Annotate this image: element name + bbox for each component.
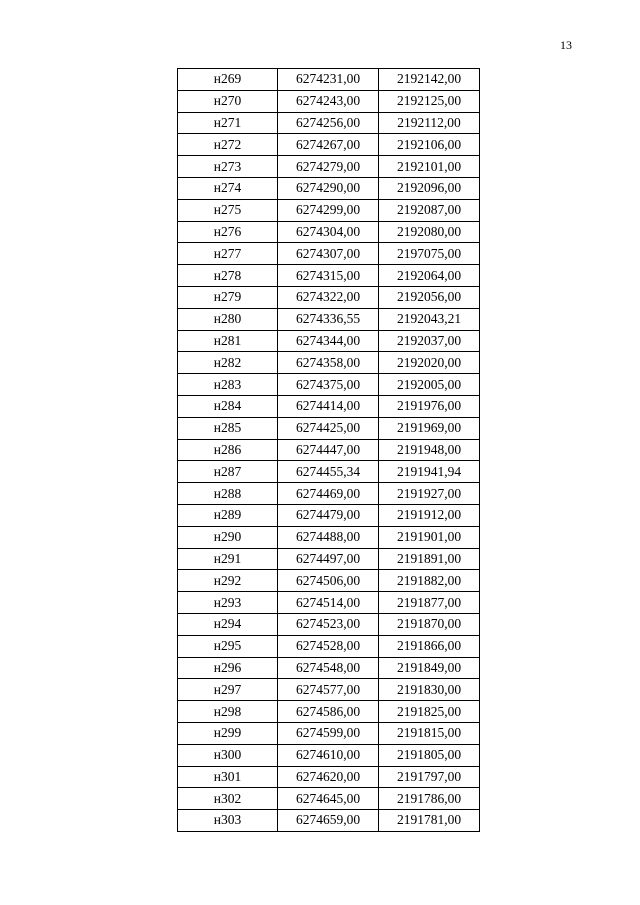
table-row <box>178 265 480 287</box>
table-row <box>178 177 480 199</box>
table-row <box>178 766 480 788</box>
x-coordinate-cell: 6274290,00 <box>278 177 379 199</box>
y-coordinate-cell: 2191815,00 <box>379 722 480 744</box>
point-id-cell: н293 <box>178 592 278 614</box>
y-coordinate-cell: 2191882,00 <box>379 570 480 592</box>
table-row <box>178 308 480 330</box>
table-row <box>178 679 480 701</box>
point-id-cell: н299 <box>178 722 278 744</box>
table-row <box>178 570 480 592</box>
table-row <box>178 352 480 374</box>
y-coordinate-cell: 2192096,00 <box>379 177 480 199</box>
point-id-cell: н280 <box>178 308 278 330</box>
table-row <box>178 744 480 766</box>
y-coordinate-cell: 2192043,21 <box>379 308 480 330</box>
y-coordinate-cell: 2192005,00 <box>379 374 480 396</box>
y-coordinate-cell: 2191781,00 <box>379 810 480 832</box>
point-id-cell: н298 <box>178 701 278 723</box>
point-id-cell: н273 <box>178 156 278 178</box>
table-row <box>178 134 480 156</box>
table-row <box>178 635 480 657</box>
x-coordinate-cell: 6274243,00 <box>278 90 379 112</box>
x-coordinate-cell: 6274414,00 <box>278 395 379 417</box>
point-id-cell: н278 <box>178 265 278 287</box>
table-row <box>178 810 480 832</box>
y-coordinate-cell: 2191941,94 <box>379 461 480 483</box>
y-coordinate-cell: 2191901,00 <box>379 526 480 548</box>
y-coordinate-cell: 2191969,00 <box>379 417 480 439</box>
point-id-cell: н295 <box>178 635 278 657</box>
point-id-cell: н281 <box>178 330 278 352</box>
point-id-cell: н289 <box>178 504 278 526</box>
point-id-cell: н294 <box>178 613 278 635</box>
table-row <box>178 90 480 112</box>
table-row <box>178 221 480 243</box>
x-coordinate-cell: 6274577,00 <box>278 679 379 701</box>
page-number: 13 <box>560 38 572 52</box>
table-row <box>178 112 480 134</box>
y-coordinate-cell: 2191927,00 <box>379 483 480 505</box>
table-row <box>178 788 480 810</box>
y-coordinate-cell: 2191825,00 <box>379 701 480 723</box>
x-coordinate-cell: 6274497,00 <box>278 548 379 570</box>
point-id-cell: н301 <box>178 766 278 788</box>
y-coordinate-cell: 2191797,00 <box>379 766 480 788</box>
point-id-cell: н279 <box>178 286 278 308</box>
y-coordinate-cell: 2191948,00 <box>379 439 480 461</box>
table-row <box>178 69 480 91</box>
table-row <box>178 592 480 614</box>
point-id-cell: н291 <box>178 548 278 570</box>
x-coordinate-cell: 6274599,00 <box>278 722 379 744</box>
table-row <box>178 701 480 723</box>
y-coordinate-cell: 2191870,00 <box>379 613 480 635</box>
table-row <box>178 548 480 570</box>
x-coordinate-cell: 6274610,00 <box>278 744 379 766</box>
x-coordinate-cell: 6274620,00 <box>278 766 379 788</box>
y-coordinate-cell: 2192142,00 <box>379 69 480 91</box>
point-id-cell: н286 <box>178 439 278 461</box>
x-coordinate-cell: 6274304,00 <box>278 221 379 243</box>
x-coordinate-cell: 6274375,00 <box>278 374 379 396</box>
y-coordinate-cell: 2192106,00 <box>379 134 480 156</box>
table-row <box>178 722 480 744</box>
x-coordinate-cell: 6274322,00 <box>278 286 379 308</box>
x-coordinate-cell: 6274479,00 <box>278 504 379 526</box>
y-coordinate-cell: 2192125,00 <box>379 90 480 112</box>
point-id-cell: н270 <box>178 90 278 112</box>
table-row <box>178 526 480 548</box>
x-coordinate-cell: 6274506,00 <box>278 570 379 592</box>
y-coordinate-cell: 2191830,00 <box>379 679 480 701</box>
point-id-cell: н290 <box>178 526 278 548</box>
y-coordinate-cell: 2191912,00 <box>379 504 480 526</box>
x-coordinate-cell: 6274514,00 <box>278 592 379 614</box>
x-coordinate-cell: 6274256,00 <box>278 112 379 134</box>
x-coordinate-cell: 6274267,00 <box>278 134 379 156</box>
point-id-cell: н292 <box>178 570 278 592</box>
table-row <box>178 613 480 635</box>
x-coordinate-cell: 6274279,00 <box>278 156 379 178</box>
x-coordinate-cell: 6274586,00 <box>278 701 379 723</box>
y-coordinate-cell: 2192101,00 <box>379 156 480 178</box>
y-coordinate-cell: 2192112,00 <box>379 112 480 134</box>
point-id-cell: н288 <box>178 483 278 505</box>
x-coordinate-cell: 6274425,00 <box>278 417 379 439</box>
point-id-cell: н277 <box>178 243 278 265</box>
y-coordinate-cell: 2191849,00 <box>379 657 480 679</box>
table-row <box>178 286 480 308</box>
x-coordinate-cell: 6274528,00 <box>278 635 379 657</box>
x-coordinate-cell: 6274548,00 <box>278 657 379 679</box>
y-coordinate-cell: 2197075,00 <box>379 243 480 265</box>
coordinates-table <box>177 68 480 832</box>
coordinates-table-body <box>178 69 480 832</box>
point-id-cell: н282 <box>178 352 278 374</box>
table-row <box>178 657 480 679</box>
x-coordinate-cell: 6274231,00 <box>278 69 379 91</box>
table-row <box>178 199 480 221</box>
y-coordinate-cell: 2191866,00 <box>379 635 480 657</box>
point-id-cell: н274 <box>178 177 278 199</box>
x-coordinate-cell: 6274659,00 <box>278 810 379 832</box>
y-coordinate-cell: 2192020,00 <box>379 352 480 374</box>
point-id-cell: н287 <box>178 461 278 483</box>
table-row <box>178 461 480 483</box>
x-coordinate-cell: 6274469,00 <box>278 483 379 505</box>
x-coordinate-cell: 6274447,00 <box>278 439 379 461</box>
point-id-cell: н271 <box>178 112 278 134</box>
y-coordinate-cell: 2191976,00 <box>379 395 480 417</box>
point-id-cell: н285 <box>178 417 278 439</box>
point-id-cell: н269 <box>178 69 278 91</box>
table-row <box>178 504 480 526</box>
point-id-cell: н276 <box>178 221 278 243</box>
y-coordinate-cell: 2191805,00 <box>379 744 480 766</box>
y-coordinate-cell: 2192064,00 <box>379 265 480 287</box>
x-coordinate-cell: 6274455,34 <box>278 461 379 483</box>
table-row <box>178 243 480 265</box>
y-coordinate-cell: 2192087,00 <box>379 199 480 221</box>
point-id-cell: н297 <box>178 679 278 701</box>
point-id-cell: н284 <box>178 395 278 417</box>
x-coordinate-cell: 6274336,55 <box>278 308 379 330</box>
point-id-cell: н302 <box>178 788 278 810</box>
y-coordinate-cell: 2192056,00 <box>379 286 480 308</box>
x-coordinate-cell: 6274645,00 <box>278 788 379 810</box>
point-id-cell: н296 <box>178 657 278 679</box>
table-row <box>178 439 480 461</box>
x-coordinate-cell: 6274307,00 <box>278 243 379 265</box>
table-row <box>178 483 480 505</box>
y-coordinate-cell: 2191891,00 <box>379 548 480 570</box>
y-coordinate-cell: 2192037,00 <box>379 330 480 352</box>
table-row <box>178 156 480 178</box>
table-row <box>178 417 480 439</box>
y-coordinate-cell: 2192080,00 <box>379 221 480 243</box>
point-id-cell: н275 <box>178 199 278 221</box>
point-id-cell: н303 <box>178 810 278 832</box>
point-id-cell: н283 <box>178 374 278 396</box>
x-coordinate-cell: 6274344,00 <box>278 330 379 352</box>
y-coordinate-cell: 2191877,00 <box>379 592 480 614</box>
table-row <box>178 330 480 352</box>
x-coordinate-cell: 6274299,00 <box>278 199 379 221</box>
table-row <box>178 374 480 396</box>
y-coordinate-cell: 2191786,00 <box>379 788 480 810</box>
x-coordinate-cell: 6274488,00 <box>278 526 379 548</box>
x-coordinate-cell: 6274315,00 <box>278 265 379 287</box>
x-coordinate-cell: 6274523,00 <box>278 613 379 635</box>
x-coordinate-cell: 6274358,00 <box>278 352 379 374</box>
point-id-cell: н272 <box>178 134 278 156</box>
table-row <box>178 395 480 417</box>
point-id-cell: н300 <box>178 744 278 766</box>
